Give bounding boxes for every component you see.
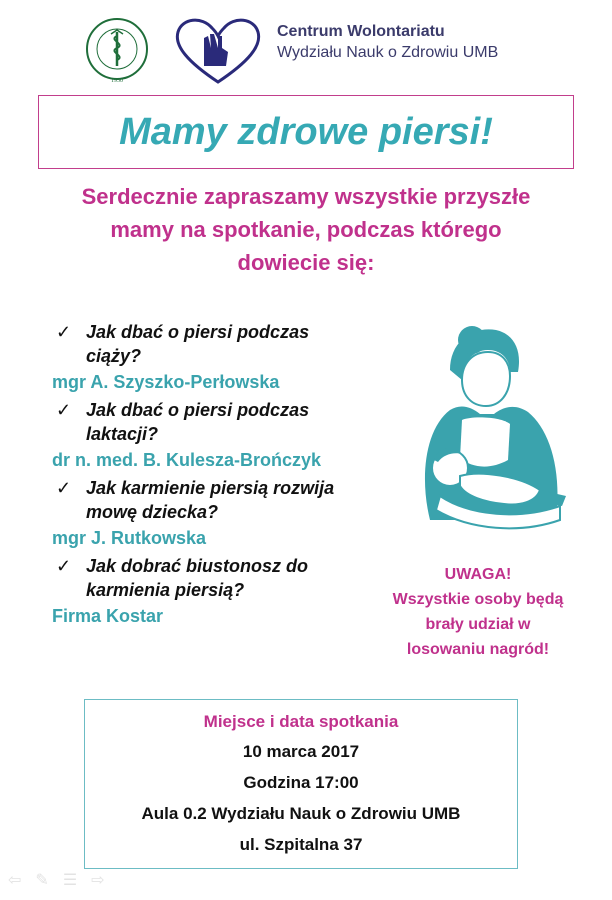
invitation-text: [40, 180, 572, 279]
previous-slide-icon[interactable]: ⇦: [8, 872, 22, 889]
org-name-line2: Wydziału Nauk o Zdrowiu UMB: [277, 44, 499, 61]
svg-text:1950: 1950: [111, 78, 123, 84]
info-heading: Miejsce i data spotkania: [203, 712, 399, 731]
slide-navigation: [8, 870, 105, 890]
topic-question-1: [56, 320, 356, 368]
page-title: Mamy zdrowe piersi!: [119, 110, 493, 153]
menu-icon[interactable]: ☰: [62, 872, 78, 889]
topic-question-4: [56, 554, 356, 602]
notice-text: [368, 562, 588, 662]
pen-icon[interactable]: ✎: [35, 872, 49, 889]
title-box: [38, 95, 574, 169]
volunteer-heart-logo-icon: [168, 12, 268, 88]
event-street: ul. Szpitalna 37: [239, 835, 363, 854]
invite-line2: mamy na spotkanie, podczas którego: [110, 217, 502, 242]
event-date: 10 marca 2017: [242, 742, 360, 761]
org-name-line1: Centrum Wolontariatu: [277, 23, 445, 40]
notice-line2: Wszystkie osoby będą: [392, 591, 564, 608]
topic-speaker-3: mgr J. Rutkowska: [52, 528, 207, 548]
topic-question-2: [56, 398, 356, 446]
notice-line3: brały udział w: [425, 616, 531, 633]
checkmark-icon: ✓: [56, 400, 72, 420]
event-time: Godzina 17:00: [243, 773, 359, 792]
event-info-box: [84, 699, 518, 869]
umb-logo-icon: [78, 14, 156, 84]
invite-line1: Serdecznie zapraszamy wszystkie przyszłe: [81, 184, 531, 209]
event-place: Aula 0.2 Wydziału Nauk o Zdrowiu UMB: [141, 804, 461, 823]
notice-line1: UWAGA!: [444, 566, 512, 583]
breastfeeding-mother-icon: [410, 320, 570, 550]
topic-question-text: Jak dbać o piersi podczas laktacji?: [86, 400, 310, 444]
topic-speaker-1: mgr A. Szyszko-Perłowska: [52, 372, 280, 392]
topic-question-text: Jak karmienie piersią rozwija mowę dziecka?: [86, 478, 335, 522]
topic-question-text: Jak dbać o piersi podczas ciąży?: [86, 322, 310, 366]
next-slide-icon[interactable]: ⇨: [91, 872, 105, 889]
topic-speaker-4: Firma Kostar: [52, 606, 164, 626]
invite-line3: dowiecie się:: [237, 250, 375, 275]
organization-name: [277, 22, 498, 64]
checkmark-icon: ✓: [56, 478, 72, 498]
topic-question-3: [56, 476, 356, 524]
topic-speaker-2: dr n. med. B. Kulesza-Brończyk: [52, 450, 322, 470]
checkmark-icon: ✓: [56, 322, 72, 342]
notice-line4: losowaniu nagród!: [406, 641, 550, 658]
topic-question-text: Jak dobrać biustonosz do karmienia piersią?: [86, 556, 309, 600]
checkmark-icon: ✓: [56, 556, 72, 576]
